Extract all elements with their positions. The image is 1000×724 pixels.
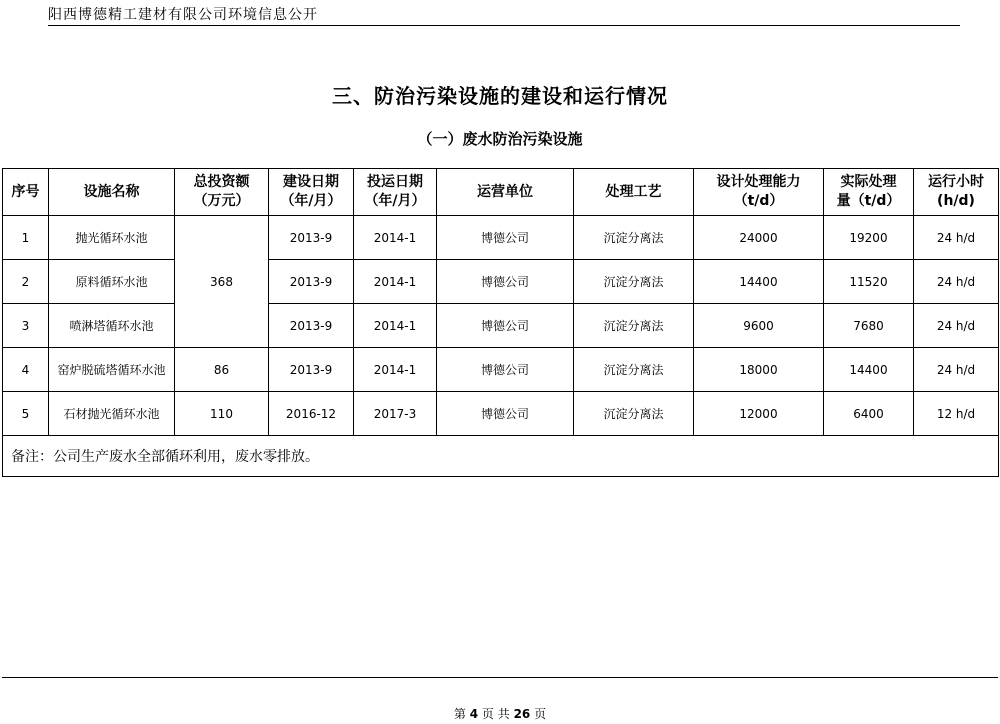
header-name: 设施名称 (49, 169, 175, 216)
total-pages: 26 (513, 707, 531, 721)
sub-title: （一）废水防治污染设施 (417, 130, 583, 148)
cell-actual: 11520 (824, 260, 914, 304)
table-row (3, 260, 999, 304)
cell-index: 2 (3, 260, 49, 304)
cell-name: 原料循环水池 (49, 260, 175, 304)
cell-operate-date: 2014-1 (354, 260, 437, 304)
cell-actual: 7680 (824, 304, 914, 348)
cell-hours: 12 h/d (914, 392, 999, 436)
cell-build-date: 2013-9 (269, 216, 354, 260)
page-footer (0, 705, 1000, 722)
header-investment: 总投资额 （万元） (175, 169, 269, 216)
cell-hours: 24 h/d (914, 304, 999, 348)
footer-rule (2, 677, 998, 678)
header-hours: 运行小时 (h/d) (914, 169, 999, 216)
cell-name: 窑炉脱硫塔循环水池 (49, 348, 175, 392)
page-number: 4 (469, 707, 479, 721)
header-rule (48, 25, 960, 26)
table-header-row (3, 169, 999, 216)
cell-process: 沉淀分离法 (574, 348, 694, 392)
cell-operate-date: 2014-1 (354, 304, 437, 348)
cell-operate-date: 2014-1 (354, 348, 437, 392)
cell-name: 抛光循环水池 (49, 216, 175, 260)
header-actual: 实际处理 量（t/d） (824, 169, 914, 216)
cell-index: 4 (3, 348, 49, 392)
cell-design-capacity: 14400 (694, 260, 824, 304)
header-build-date: 建设日期 （年/月） (269, 169, 354, 216)
cell-name: 石材抛光循环水池 (49, 392, 175, 436)
table-row (3, 216, 999, 260)
cell-process: 沉淀分离法 (574, 260, 694, 304)
header-process: 处理工艺 (574, 169, 694, 216)
cell-hours: 24 h/d (914, 348, 999, 392)
footer-middle: 页 共 (481, 707, 510, 721)
cell-operator: 博德公司 (437, 304, 574, 348)
wastewater-facilities-table (2, 168, 999, 477)
cell-operate-date: 2017-3 (354, 392, 437, 436)
cell-operator: 博德公司 (437, 216, 574, 260)
cell-index: 5 (3, 392, 49, 436)
cell-hours: 24 h/d (914, 216, 999, 260)
cell-hours: 24 h/d (914, 260, 999, 304)
cell-operator: 博德公司 (437, 260, 574, 304)
cell-process: 沉淀分离法 (574, 392, 694, 436)
document-header: 阳西博德精工建材有限公司环境信息公开 (48, 7, 318, 23)
table-row (3, 392, 999, 436)
cell-actual: 6400 (824, 392, 914, 436)
table-remark-row (3, 436, 999, 477)
footer-prefix: 第 (453, 707, 466, 721)
cell-design-capacity: 24000 (694, 216, 824, 260)
header-operate-date: 投运日期 （年/月） (354, 169, 437, 216)
cell-operator: 博德公司 (437, 392, 574, 436)
cell-actual: 19200 (824, 216, 914, 260)
cell-design-capacity: 12000 (694, 392, 824, 436)
cell-process: 沉淀分离法 (574, 216, 694, 260)
table-remark: 备注：公司生产废水全部循环利用，废水零排放。 (3, 436, 999, 477)
header-operator: 运营单位 (437, 169, 574, 216)
cell-build-date: 2013-9 (269, 348, 354, 392)
cell-index: 1 (3, 216, 49, 260)
cell-name: 喷淋塔循环水池 (49, 304, 175, 348)
cell-build-date: 2016-12 (269, 392, 354, 436)
header-design-capacity: 设计处理能力 （t/d） (694, 169, 824, 216)
cell-investment: 368 (175, 216, 269, 348)
cell-build-date: 2013-9 (269, 304, 354, 348)
section-title: 三、防治污染设施的建设和运行情况 (332, 84, 668, 108)
cell-investment: 86 (175, 348, 269, 392)
cell-actual: 14400 (824, 348, 914, 392)
header-index: 序号 (3, 169, 49, 216)
cell-investment: 110 (175, 392, 269, 436)
table-row (3, 304, 999, 348)
footer-suffix: 页 (534, 707, 547, 721)
cell-index: 3 (3, 304, 49, 348)
cell-design-capacity: 18000 (694, 348, 824, 392)
cell-build-date: 2013-9 (269, 260, 354, 304)
cell-design-capacity: 9600 (694, 304, 824, 348)
table-row (3, 348, 999, 392)
cell-operate-date: 2014-1 (354, 216, 437, 260)
cell-operator: 博德公司 (437, 348, 574, 392)
cell-process: 沉淀分离法 (574, 304, 694, 348)
